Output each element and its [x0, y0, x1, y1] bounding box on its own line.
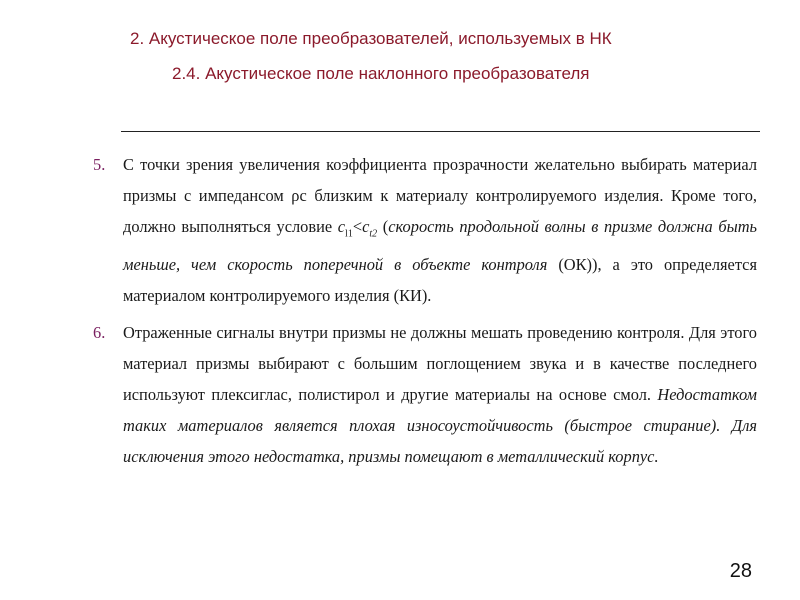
velocity-subscript: l1 — [345, 228, 353, 240]
list-marker: 6. — [93, 323, 106, 343]
content-list — [93, 149, 757, 472]
subsection-title: 2.4. Акустическое поле наклонного преобразователя — [172, 64, 590, 83]
list-item — [93, 317, 757, 472]
section-title: 2. Акустическое поле преобразователей, используемых в НК — [130, 29, 612, 48]
less-than-sign: < — [352, 217, 363, 236]
paragraph-text: Отраженные сигналы внутри призмы не должны мешать проведению контроля. Для этого материал призмы выбирают с большим поглощением звука и в качестве последнего используют плексиглас, полистирол и другие материалы на основе смол. — [123, 323, 757, 405]
italic-explanation: скорость продольной волны в призме должна быть меньше, чем скорость поперечной в объекте контроля — [123, 217, 757, 275]
velocity-symbol: c — [362, 217, 370, 236]
divider — [121, 131, 760, 132]
list-marker: 5. — [93, 155, 106, 174]
velocity-subscript: t2 — [369, 228, 378, 240]
italic-explanation: Недостатком таких материалов является плохая износоустойчивость (быстрое стирание). Для исключения этого недостатка, призмы помещают в металлический корпус. — [123, 385, 757, 467]
paragraph-text: С точки зрения увеличения коэффициента прозрачности желательно выбирать материал призмы с импедансом ρc близким к материалу контролируемого изделия. Кроме того, должно выполняться условие — [123, 155, 757, 236]
paren-open: ( — [377, 217, 389, 236]
velocity-symbol: c — [337, 217, 346, 236]
list-item — [93, 149, 757, 311]
paragraph-text: (ОК)), а это определяется материалом контролируемого изделия (КИ). — [123, 255, 757, 306]
page-number: 28 — [729, 560, 752, 582]
